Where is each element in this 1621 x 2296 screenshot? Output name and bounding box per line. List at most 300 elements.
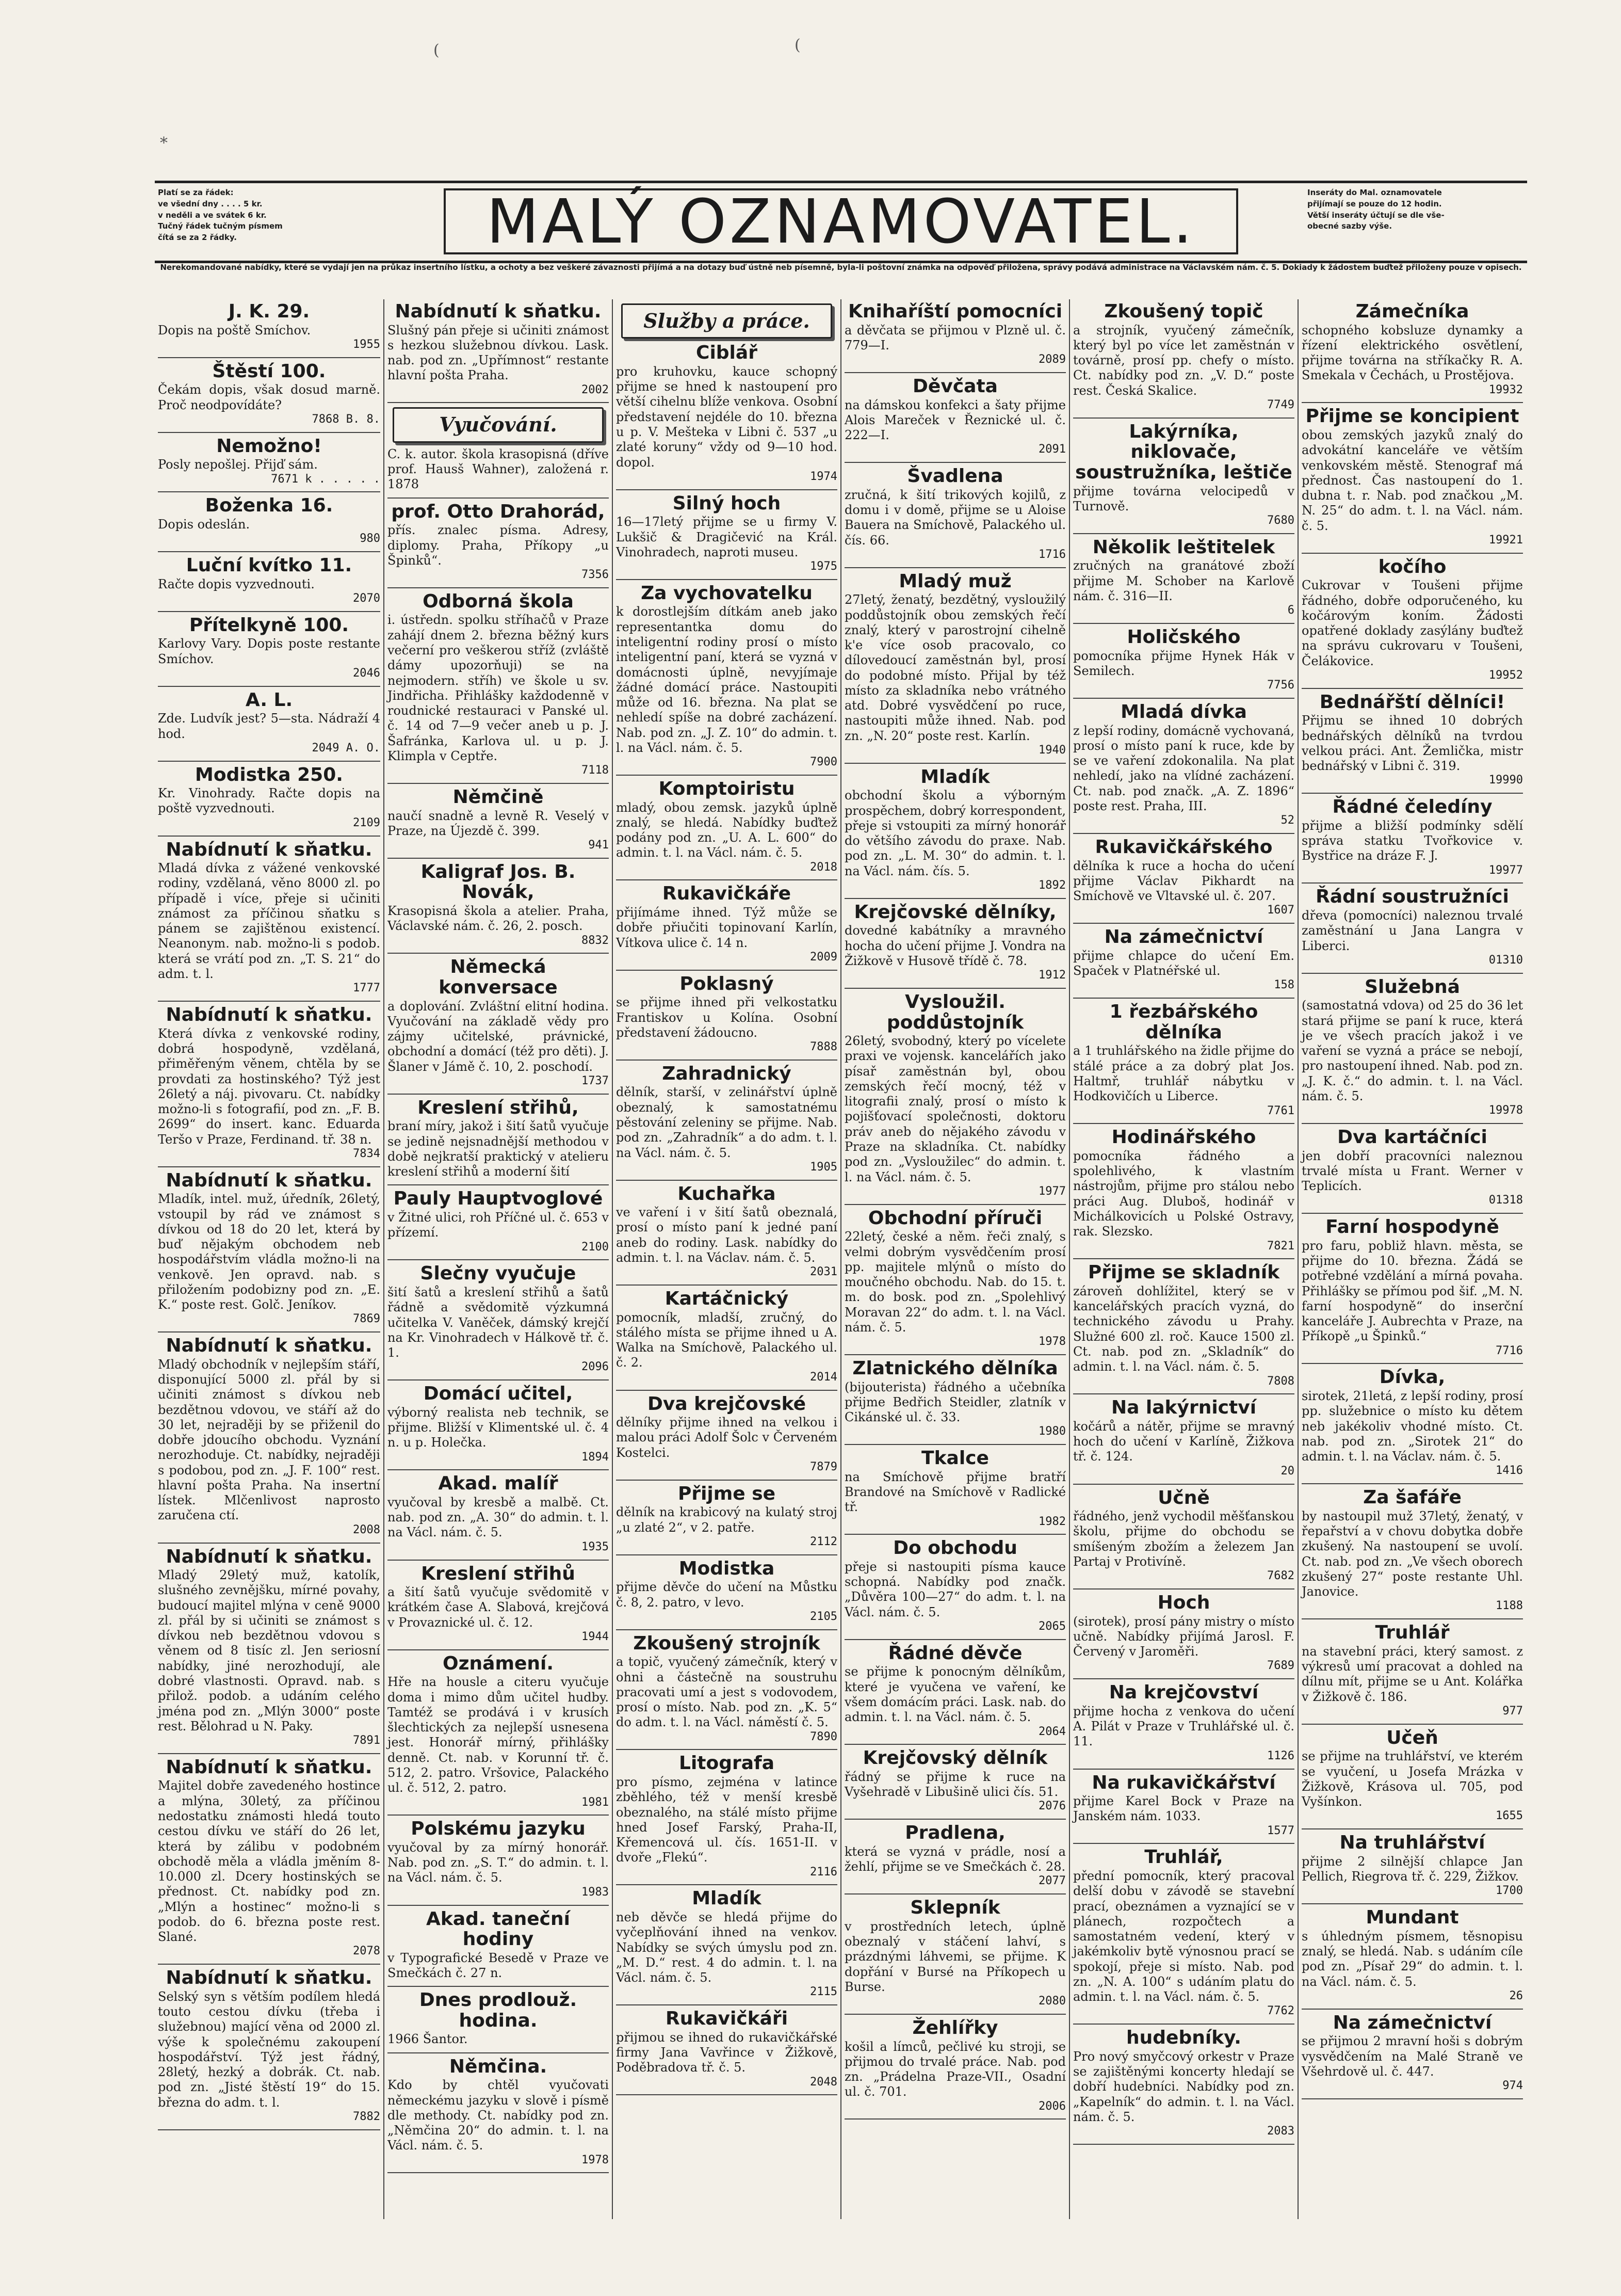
submission-line: přijímají se pouze do 12 hodin. xyxy=(1307,199,1442,208)
ad-divider xyxy=(387,783,609,784)
ad-code: 1955 xyxy=(353,338,380,351)
ad-heading: Akad. taneční hodiny xyxy=(426,1908,570,1950)
ad-body: v Typografické Besedě v Praze ve Smečkách č. 27 n. xyxy=(387,1950,609,1981)
ad-body: dřeva (pomocníci) naleznou trvalé zaměstnání u Jana Langra v Liberci. xyxy=(1302,908,1523,953)
classified-ad xyxy=(1302,301,1523,397)
ad-heading: Přijme se skladník xyxy=(1088,1262,1280,1283)
classified-ad xyxy=(845,1748,1066,1813)
classified-ad xyxy=(158,1968,380,2124)
ad-code: 2112 xyxy=(810,1535,837,1548)
ad-divider xyxy=(845,763,1066,764)
ad-heading: Přijme se koncipient xyxy=(1305,406,1519,427)
ad-divider xyxy=(158,1166,380,1167)
ad-divider xyxy=(1073,998,1294,999)
ad-divider xyxy=(616,1554,837,1555)
ad-heading: Švadlena xyxy=(907,465,1003,487)
ad-body: na Smíchově přijme bratří Brandové na Smíchově v Radlické tř. xyxy=(845,1469,1066,1515)
submission-line: Inseráty do Mal. oznamovatele xyxy=(1307,188,1442,197)
ad-body: přijme děvče do učení na Můstku č. 8, 2. patro, v levo. xyxy=(616,1580,837,1610)
ad-heading: Zkoušený topič xyxy=(1104,301,1263,322)
ad-code: 1980 xyxy=(1039,1425,1066,1438)
ad-heading: Mundant xyxy=(1366,1907,1459,1929)
classified-ad xyxy=(1073,1773,1294,1838)
ad-body: a doplování. Zvláštní elitní hodina. Vyučování na základě vědy pro zájmy učitelské, právnické, obchodní a domácí (též pro děti). J. Šlaner v Jámě č. 10, 2. poschodí. xyxy=(387,999,609,1074)
ad-divider xyxy=(387,1905,609,1906)
ad-divider xyxy=(616,489,837,490)
ad-body: k dorostlejším dítkám aneb jako representantka domu do inteligentní rodiny prosí o místo inteligentní paní, která se vyzná v domácnosti úplně, nevyjímaje žádné domácí práce. Nastoupiti může od 16. března. Na plat se nehledí spíše na dobré zacházení. Nab. pod zn. „J. Z. 10“ do admin. t. l. na Václ. nám. č. 5. xyxy=(616,604,837,755)
classified-ad xyxy=(158,1547,380,1748)
ad-divider xyxy=(616,1285,837,1286)
ad-heading: Němčina. xyxy=(449,2056,547,2077)
ad-divider xyxy=(845,1893,1066,1894)
ad-body: zároveň dohlížitel, který se v kancelářských pracích vyzná, do technického závodu u Prahy. Služné 600 zl. roč. Kauce 1500 zl. Ct. nab. pod zn. „Skladník“ do admin. t. l. na Václ. nám. č. 5. xyxy=(1073,1283,1294,1374)
ad-code: 7808 xyxy=(1267,1374,1294,1388)
ad-body: obchodní školu a výborným prospěchem, dobrý korrespondent, přeje si vstoupiti za mírný honorář do většího závodu do praxe. Nab. pod zn. „L. M. 30“ do admin. t. l. na Václ. nám. čís. 5. xyxy=(845,788,1066,878)
classified-ad xyxy=(616,779,837,874)
classified-ad xyxy=(616,1559,837,1624)
ad-body: braní míry, jakož i šití šatů vyučuje se jedině nejsnadnější methodou v době nejkratší praktický v atelieru kreslení střihů a moderní šití xyxy=(387,1119,609,1179)
ad-code: 7118 xyxy=(581,764,609,777)
classified-ad xyxy=(158,765,380,830)
classified-ad xyxy=(1073,422,1294,528)
ad-divider xyxy=(387,1560,609,1561)
classified-ad xyxy=(387,1564,609,1644)
ad-divider xyxy=(1073,533,1294,534)
ad-heading: Mladík xyxy=(920,766,990,788)
ad-body: by nastoupil muž 37letý, ženatý, v řepařství a v chovu dobytka dobře zkušený. Na nastoupení se uvolí. Ct. nab. pod zn. „Ve všech oborech zkušený 27“ poste restante Uhl. Janovice. xyxy=(1302,1508,1523,1599)
ad-body: a šití šatů vyučuje svědomitě v krátkém čase A. Slabová, krejčová v Provaznické ul. č. 12. xyxy=(387,1585,609,1630)
margin-mark: * xyxy=(160,134,168,152)
ad-body: Slušný pán přeje si učiniti známost s hezkou služebnou dívkou. Lask. nab. pod zn. „Upřímnost“ restante hlavní pošta Praha. xyxy=(387,323,609,383)
ad-code: 1944 xyxy=(581,1630,609,1643)
margin-mark: ( xyxy=(433,41,440,59)
ad-body: sirotek, 21letá, z lepší rodiny, prosí pp. služebnice o místo ku dětem neb jakékoliv vhodné místo. Ct. nab. pod zn. „Sirotek 21“ do admin. t. l. na Václav. nám. č. 5. xyxy=(1302,1389,1523,1464)
ad-divider xyxy=(845,567,1066,568)
classified-ad xyxy=(616,1064,837,1175)
ad-body: ve vaření i v šití šatů obeznalá, prosí o místo paní k jedné paní aneb do rodiny. Lask. nabídky do admin. t. l. na Václav. nám. č. 5. xyxy=(616,1205,837,1265)
ad-column xyxy=(1069,299,1298,2219)
ad-body: Mladý 29letý muž, katolík, slušného zevnějšku, mírné povahy, budoucí majitel mlýna v ceně 9000 zl. přál by si učiniti se známost s dívkou neb bezdětnou vdovou s věnem od 8 tisíc zl. Jen seriosní nabídky, jiné nerozhodují, ale dobré vlastnosti. Opravd. nab. s přilož. podob. a udáním celého jména pod zn. „Mlýn 3000“ poste rest. Bělohrad u N. Paky. xyxy=(158,1568,380,1733)
ad-heading: Mladá dívka xyxy=(1121,701,1247,723)
ad-code: 1905 xyxy=(810,1160,837,1174)
ad-body: dělníky přijme ihned na velkou i malou práci Adolf Šolc v Červeném Kostelci. xyxy=(616,1415,837,1460)
ad-divider xyxy=(158,611,380,612)
ad-body: dělníka k ruce a hocha do učení přijme Václav Pikhardt na Smíchově ve Vltavské ul. č. 207. xyxy=(1073,858,1294,904)
ad-body: obou zemských jazyků znalý do advokátní kanceláře ve větším venkovském městě. Stenograf má přednost. Čas nastoupení do 1. dubna t. r. Nab. pod značkou „M. N. 25“ do adm. t. l. na Václ. nám. č. 5. xyxy=(1302,428,1523,533)
classified-ad xyxy=(387,787,609,853)
classified-ad xyxy=(1302,1728,1523,1823)
classified-ad xyxy=(1302,1833,1523,1898)
ad-heading: Rukavičkáři xyxy=(665,2008,788,2030)
ad-divider xyxy=(158,1964,380,1965)
classified-ad xyxy=(387,1189,609,1254)
ad-code: 26 xyxy=(1509,1989,1523,2002)
ad-divider xyxy=(616,1390,837,1391)
classified-ad xyxy=(1302,1127,1523,1208)
pricing-note xyxy=(158,187,375,244)
classified-ad xyxy=(1073,702,1294,828)
ad-body: v prostředních letech, úplně obeznalý v stáčení lahví, s prázdnými láhvemi, se přijme. K dopřání v Bursé na Příkopech u Burse. xyxy=(845,1919,1066,1994)
ad-code: 1978 xyxy=(581,2153,609,2166)
ad-code: 2064 xyxy=(1039,1725,1066,1738)
classified-ad xyxy=(845,1208,1066,1349)
ad-code: 7716 xyxy=(1496,1344,1523,1357)
ad-divider xyxy=(1073,1588,1294,1589)
ad-code: 1737 xyxy=(581,1074,609,1087)
ad-heading: Obchodní příruči xyxy=(868,1207,1043,1229)
ad-body: Kdo by chtěl vyučovati německému jazyku v slově i písmě dle methody. Ct. nabídky pod zn. „Němčina 20“ do admin. t. l. na Václ. nám. č. 5. xyxy=(387,2078,609,2153)
masthead xyxy=(155,181,1527,263)
ad-body: s úhledným písmem, těsnopisu znalý, se hledá. Nab. s udáním cíle pod zn. „Písař 29“ do admin. t. l. na Václ. nám. č. 5. xyxy=(1302,1929,1523,1989)
ad-heading: Zkoušený strojník xyxy=(633,1632,820,1654)
classified-ad xyxy=(387,1263,609,1374)
ad-divider xyxy=(845,898,1066,899)
ad-body: přijme chlapce do učení Em. Spaček v Platnéřské ul. xyxy=(1073,948,1294,978)
classified-ad xyxy=(845,767,1066,893)
ad-divider xyxy=(387,587,609,588)
classified-ad xyxy=(158,301,380,352)
ad-heading: Na zámečnictví xyxy=(1104,926,1263,948)
ad-divider xyxy=(616,2004,837,2005)
ad-code: 7834 xyxy=(353,1147,380,1160)
ad-divider xyxy=(158,1001,380,1002)
ad-divider xyxy=(845,372,1066,373)
ad-code: 2031 xyxy=(810,1265,837,1279)
ad-body: přijme hocha z venkova do učení A. Pilát v Praze v Truhlářské ul. č. 11. xyxy=(1073,1704,1294,1749)
ad-divider xyxy=(158,2129,380,2130)
ad-heading: Několik leštitelek xyxy=(1092,536,1275,558)
ad-heading: Nabídnutí k sňatku. xyxy=(166,839,372,860)
ad-heading: Domácí učitel, xyxy=(423,1383,573,1405)
ad-code: 1716 xyxy=(1039,548,1066,561)
ad-code: 01310 xyxy=(1488,953,1523,967)
ad-divider xyxy=(387,1184,609,1185)
ad-body: Karlovy Vary. Dopis poste restante Smíchov. xyxy=(158,636,380,666)
ad-heading: Dívka, xyxy=(1379,1367,1446,1388)
ad-divider xyxy=(158,1331,380,1332)
classified-ad xyxy=(845,571,1066,758)
ad-divider xyxy=(845,2118,1066,2120)
ad-divider xyxy=(1302,1903,1523,1904)
classified-ad xyxy=(387,447,609,492)
ad-column xyxy=(383,299,612,2219)
ad-body: pro faru, pobliž hlavn. města, se přijme do 10. března. Žádá se potřebné vzdělání a mírná povaha. Přihlášky se přímou pod šif. „M. N. farní hospodyně“ do inserční kanceláře J. Aubrechta v Praze, na Příkopě „u Špinků.“ xyxy=(1302,1238,1523,1344)
classified-ad xyxy=(845,1448,1066,1529)
ad-heading: Nabídnutí k sňatku. xyxy=(166,1004,372,1026)
classified-ad xyxy=(1073,1488,1294,1583)
ad-code: 7762 xyxy=(1267,2004,1294,2018)
classified-ad xyxy=(1302,692,1523,788)
ad-divider xyxy=(616,1749,837,1750)
ad-divider xyxy=(616,775,837,776)
ad-divider xyxy=(1302,973,1523,974)
classified-ad xyxy=(616,1394,837,1474)
ad-code: 1940 xyxy=(1039,743,1066,757)
ad-code: 2009 xyxy=(810,950,837,964)
ad-body: Cukrovar v Toušeni přijme řádného, dobře odporučeného, ku kočárovým koním. Žádosti opatřené doklady zasýlány buďtež na správu cukrovaru v Toušeni, Čelákovice. xyxy=(1302,578,1523,668)
ad-divider xyxy=(1302,2098,1523,2099)
ad-code: 158 xyxy=(1274,978,1294,992)
ad-heading: Na rukavičkářství xyxy=(1092,1772,1276,1793)
section-heading: Vyučování. xyxy=(393,407,604,442)
classified-ad xyxy=(1302,797,1523,877)
ad-divider xyxy=(1073,1484,1294,1485)
classified-ad xyxy=(387,1909,609,1981)
ad-heading: Truhlář xyxy=(1375,1622,1450,1644)
ad-code: 52 xyxy=(1280,814,1294,827)
ad-divider xyxy=(1302,1213,1523,1214)
ad-code: 1935 xyxy=(581,1540,609,1553)
ad-body: C. k. autor. škola krasopisná (dříve prof. Hausš Wahner), založená r. 1878 xyxy=(387,446,609,492)
ad-body: řádného, jenž vychodil měšťanskou školu, přijme do obchodu se smíšeným zbožím a železem Jan Partaj v Protivíně. xyxy=(1073,1509,1294,1569)
ad-body: a strojník, vyučený zámečník, který byl po více let zaměstnán v továrně, prosí pp. chefy o místo. Ct. nabídky pod zn. „V. D.“ poste rest. Česká Skalice. xyxy=(1073,323,1294,398)
ad-heading: Krejčovské dělníky, xyxy=(854,901,1057,923)
ad-code: 974 xyxy=(1502,2079,1523,2093)
ad-code: 977 xyxy=(1502,1704,1523,1717)
ad-divider xyxy=(1302,2009,1523,2010)
ad-body: dělník na krabicový na kulatý stroj „u zlaté 2“, v 2. patře. xyxy=(616,1505,837,1535)
ad-heading: Děvčata xyxy=(913,375,998,397)
classified-ad xyxy=(1073,627,1294,693)
ad-heading: Lakýrníka, niklovače, soustružníka, leštiče xyxy=(1075,421,1292,483)
ad-divider xyxy=(845,2014,1066,2015)
classified-ad xyxy=(845,1538,1066,1633)
classified-ad xyxy=(1073,1847,1294,2018)
ad-divider xyxy=(1073,833,1294,834)
ad-heading: Německá konversace xyxy=(439,956,558,999)
classified-ad xyxy=(1073,1593,1294,1673)
ad-heading: Zámečníka xyxy=(1355,301,1469,322)
ad-divider xyxy=(1302,793,1523,794)
ad-heading: Modistka 250. xyxy=(195,764,343,785)
ad-divider xyxy=(845,1819,1066,1820)
classified-ad xyxy=(616,2009,837,2089)
ad-body: Kr. Vinohrady. Račte dopis na poště vyzvednouti. xyxy=(158,786,380,816)
ad-body: Majitel dobře zavedeného hostince a mlýna, 30letý, za příčinou nedostatku známosti hledá touto cestou dívku ve stáří do 26 let, která by zálibu v podobném obchodě měla a vládla jměním 8-10.000 zl. Dcery hostinských se přednost. Ct. nabídky pod zn. „Mlýn a hostinec“ možno-li s podob. do 6. března poste rest. Slané. xyxy=(158,1778,380,1945)
ad-body: Mladík, intel. muž, úředník, 26letý, vstoupil by rád ve známost s dívkou od 18 do 20 let, která by buď nějakým obchodem neb hospodářstvím vládla možno-li na venkově. Jen opravd. nab. s přiložením podobizny pod zn. „E. K.“ poste rest. Golč. Jeníkov. xyxy=(158,1192,380,1312)
classified-ad xyxy=(387,301,609,397)
ad-code: 19921 xyxy=(1488,533,1523,547)
ad-heading: Zlatnického dělníka xyxy=(852,1357,1058,1379)
ad-code: 1974 xyxy=(810,470,837,483)
ad-body: Selský syn s větším podílem hledá touto cestou dívku (třeba i služebnou) mající věna od 2000 zl. výše k společnému zakoupení hospodářství. Týž jest řádný, 28letý, hezký a dobrák. Ct. nab. pod zn. „Jisté štěstí 19“ do 15. března do adm. t. l. xyxy=(158,1989,380,2110)
ad-code: 1975 xyxy=(810,560,837,573)
ad-heading: Mladík xyxy=(692,1888,761,1909)
ad-code: 2002 xyxy=(581,383,609,396)
ad-heading: Truhlář, xyxy=(1144,1847,1223,1868)
ad-code: 2116 xyxy=(810,1865,837,1878)
ad-body: přijme a bližší podmínky sdělí správa statku Tvořkovice v. Bystřice na dráze F. J. xyxy=(1302,818,1523,863)
ad-body: pomocníka přijme Hynek Hák v Semilech. xyxy=(1073,648,1294,678)
ad-code: 2077 xyxy=(1039,1874,1066,1888)
classified-ad xyxy=(1073,1002,1294,1118)
margin-mark: ( xyxy=(795,36,801,54)
ad-code: 2080 xyxy=(1039,1995,1066,2008)
ad-divider xyxy=(387,953,609,954)
ad-heading: Komptoiristu xyxy=(658,778,795,799)
ad-code: 7900 xyxy=(810,756,837,769)
ad-heading: Hoch xyxy=(1157,1592,1210,1614)
ad-body: přijímáme ihned. Týž může se dobře přiučiti topinovaní Karlín, Vítkova ulice č. 14 n. xyxy=(616,905,837,950)
ad-code: 7689 xyxy=(1267,1659,1294,1673)
ad-heading: Štěstí 100. xyxy=(212,360,326,382)
ad-body: (samostatná vdova) od 25 do 36 let stará přijme se paní k ruce, která je ve všech pracích jakož i ve vaření se vyzná a práce se nebojí, pro nastoupení ihned. Nab. pod zn. „J. K. č.“ do admin. t. l. na Václ. nám. č. 5. xyxy=(1302,998,1523,1103)
classified-ad xyxy=(387,1473,609,1554)
ad-divider xyxy=(1302,1724,1523,1725)
ad-heading: Na lakýrnictví xyxy=(1111,1397,1257,1419)
ad-heading: J. K. 29. xyxy=(228,301,310,322)
classified-ad xyxy=(1073,2028,1294,2139)
ad-heading: Holičského xyxy=(1127,627,1241,648)
ad-code: 7869 xyxy=(353,1312,380,1326)
ad-divider xyxy=(845,1744,1066,1745)
ad-heading: Polskému jazyku xyxy=(411,1818,586,1840)
ad-code: 1655 xyxy=(1496,1809,1523,1823)
ad-code: 7891 xyxy=(353,1734,380,1747)
ad-body: Přijmu se ihned 10 dobrých bednářských dělníků na tvrdou velkou práci. Ant. Žemlička, mistr bednářský v Libni č. 319. xyxy=(1302,713,1523,774)
classified-ad xyxy=(1073,1127,1294,1253)
ad-code: 1982 xyxy=(1039,1515,1066,1528)
ad-divider xyxy=(1073,418,1294,419)
ad-body: i. ústředn. spolku stříhačů v Praze zahájí dnem 2. března běžný kurs večerní pro veškerou stříž (zvláště dámy upozorňuji) se na nejmodern. stříh) ve škole u sv. Jindřicha. Přihlášky každodenně v roudnické restauraci v Panské ul. č. 14 od 7—9 večer aneb u p. J. Šafránka, Karlova ul. u p. J. Klimpla v Ceptře. xyxy=(387,613,609,763)
ad-body: šití šatů a kreslení střihů a šatů řádně a svědomitě výzkumná učitelka V. Vaněček, dámský krejčí na Kr. Vinohradech v Hálkově tř. č. 1. xyxy=(387,1285,609,1360)
administration-notice: Nerekomandované nabídky, které se vydají jen na průkaz insertního lístku, a ochoty a bez veškeré závaznosti přijímá a na dotazy buď ústně neb písemně, byla-li poštovní známka na odpověď přiložena, správy podává administrace na Václavském nám. č. 5. Dokiady k žádostem buďtež přiloženy pouze v opisech. xyxy=(160,263,1522,272)
ad-heading: Učně xyxy=(1158,1487,1210,1508)
ad-code: 7671 k . . . . . xyxy=(271,472,380,486)
ad-divider xyxy=(1302,1483,1523,1484)
ad-code: 1892 xyxy=(1039,878,1066,892)
ad-heading: Kartáčnický xyxy=(664,1288,789,1310)
ad-divider xyxy=(616,1480,837,1481)
ad-body: Čekám dopis, však dosud marně. Proč neodpovídáte? xyxy=(158,382,380,412)
ad-heading: prof. Otto Drahorád, xyxy=(391,501,605,522)
classified-ad xyxy=(1302,977,1523,1118)
ad-divider xyxy=(1302,688,1523,689)
ad-heading: Za vychovatelku xyxy=(641,582,813,604)
classified-ad xyxy=(845,376,1066,457)
ad-code: 1983 xyxy=(581,1885,609,1899)
classified-ad xyxy=(1302,1217,1523,1358)
ad-divider xyxy=(1073,1769,1294,1770)
ad-divider xyxy=(1073,2024,1294,2025)
classified-ad xyxy=(1073,301,1294,412)
classified-ad xyxy=(1073,1398,1294,1478)
classified-ad xyxy=(845,902,1066,983)
ad-divider xyxy=(845,1354,1066,1355)
ad-divider xyxy=(158,836,380,837)
ad-heading: Kreslení střihů xyxy=(421,1563,575,1584)
ad-code: 2091 xyxy=(1039,443,1066,456)
ad-heading: Luční kvítko 11. xyxy=(186,555,352,576)
ad-divider xyxy=(387,1469,609,1470)
ad-code: 19978 xyxy=(1488,1104,1523,1117)
ad-body: z lepší rodiny, domácně vychovaná, prosí o místo paní k ruce, kde by se ve vaření zdokonalila. Na plat nehledí, jako na vlídné zacházení. Ct. nab. pod značk. „A. Z. 1896“ poste rest. Praha, III. xyxy=(1073,723,1294,813)
ad-body: Pro nový smyčcový orkestr v Praze se zajištěnými koncerty hledají se dobří hudebníci. Nabídky pod zn. „Kapelník“ do admin. t. l. na Václ. nám. č. 5. xyxy=(1073,2049,1294,2124)
ad-code: 2100 xyxy=(581,1240,609,1254)
ad-code: 1188 xyxy=(1496,1599,1523,1613)
ad-body: přijme továrna velocipedů v Turnově. xyxy=(1073,484,1294,513)
ad-divider xyxy=(616,1629,837,1630)
ad-divider xyxy=(1073,2144,1294,2145)
pricing-line: Tučný řádek tučným písmem xyxy=(158,221,283,231)
ad-heading: Boženka 16. xyxy=(205,495,333,517)
classified-ad xyxy=(616,1888,837,1999)
newspaper-page xyxy=(155,36,1527,2219)
ad-divider xyxy=(158,761,380,762)
ad-heading: Na krejčovství xyxy=(1109,1682,1259,1704)
ad-body: 22letý, české a něm. řeči znalý, s velmi dobrým vysvědčením prosí pp. majitele mlýnů o místo do moučného obchodu. Nab. do 15. t. m. do bosk. pod zn. „Spolehlivý Moravan 22“ do adm. t. l. na Václ. nám. č. 5. xyxy=(845,1229,1066,1335)
ad-code: 19977 xyxy=(1488,863,1523,877)
ad-body: přeje si nastoupiti písma kauce schopná. Nabídky pod značk. „Důvěra 100—27“ do adm. t. l. na Václ. nám. č. 5. xyxy=(845,1559,1066,1619)
ad-divider xyxy=(387,497,609,499)
classified-ad xyxy=(616,493,837,574)
ad-heading: Bednářští dělníci! xyxy=(1319,691,1505,713)
ad-body: přijme Karel Bock v Praze na Janském nám. 1033. xyxy=(1073,1794,1294,1824)
classified-ad xyxy=(387,502,609,582)
ad-heading: Kuchařka xyxy=(677,1183,776,1205)
ad-divider xyxy=(1073,923,1294,924)
ad-heading: Přijme se xyxy=(677,1483,776,1504)
ad-heading: Nabídnutí k sňatku. xyxy=(166,1756,372,1778)
ad-body: 26letý, svobodný, který po vícelete praxi ve vojensk. kancelářích jako písař zaměstnán byl, obou zemských řečí mocný, též v litografii znalý, prosí o místo k pojišťovací společnosti, doktoru práv aneb do nějakého závodu v Praze na skladníka. Ct. nabídky pod zn. „Vysloužilec“ do admin. t. l. na Václ. nám. č. 5. xyxy=(845,1034,1066,1184)
ad-divider xyxy=(1302,553,1523,554)
ad-body: mladý, obou zemsk. jazyků úplně znalý, se hledá. Nabídky buďtež podány pod zn. „U. A. L. 600“ do admin. t. l. na Václ. nám. č. 5. xyxy=(616,800,837,860)
classified-ad xyxy=(1073,1262,1294,1388)
ad-body: neb děvče se hledá přijme do vyčeplňování ihned na venkov. Nabídky se svých úmyslu pod zn. „M. D.“ rest. 4 do admin. t. l. na Václ. nám. č. 5. xyxy=(616,1910,837,1985)
ad-code: 7868 B. 8. xyxy=(312,412,380,426)
ad-heading: Mladý muž xyxy=(899,570,1012,592)
ad-code: 19990 xyxy=(1488,774,1523,787)
ad-body: košil a límců, pečlivé ku stroji, se přijmou do trvalé práce. Nab. pod zn. „Prádelna Praze-VII., Osadní ul. č. 701. xyxy=(845,2039,1066,2099)
classified-ad xyxy=(158,361,380,427)
ad-body: schopného kobsluze dynamky a řízení elektrického osvětlení, přijme továrna na stříkačky R. A. Smekala v Čechách, u Prostějova. xyxy=(1302,323,1523,383)
classified-ad xyxy=(387,591,609,778)
ad-code: 20 xyxy=(1280,1464,1294,1478)
ad-code: 7890 xyxy=(810,1730,837,1743)
classified-ad xyxy=(1302,2013,1523,2093)
classified-ad xyxy=(387,957,609,1088)
ad-body: Posly nepošlej. Přijď sám. xyxy=(158,457,318,472)
classified-ad xyxy=(845,301,1066,367)
ad-code: 2065 xyxy=(1039,1620,1066,1633)
ad-body: 27letý, ženatý, bezdětný, vysloužilý poddůstojník obou zemských řečí znalý, který v parostrojní cihelně k'e více osob pracovalo, co dílovedoucí zaměstnán byl, prosí do podobné místo. Přijal by též místo za skladníka nebo vrátného atd. Dobré vysvědčení po ruce, nastoupiti může ihned. Nab. pod zn. „N. 20“ poste rest. Karlín. xyxy=(845,592,1066,743)
ad-divider xyxy=(158,357,380,358)
classified-ad xyxy=(1073,1682,1294,1763)
classified-ad xyxy=(616,583,837,769)
classified-ad xyxy=(158,436,380,487)
ad-heading: 1 řezbářského dělníka xyxy=(1109,1001,1258,1043)
ad-body: která se vyzná v prádle, nosí a žehlí, přijme se ve Smečkách č. 28. xyxy=(845,1844,1066,1874)
ad-code: 2008 xyxy=(353,1523,380,1536)
ad-code: 2018 xyxy=(810,860,837,874)
ad-heading: Dva krejčovské xyxy=(647,1393,806,1415)
ad-code: 01318 xyxy=(1488,1194,1523,1207)
ad-divider xyxy=(387,1986,609,1987)
classified-ad xyxy=(845,1823,1066,1888)
ad-code: 2046 xyxy=(353,666,380,680)
ad-divider xyxy=(845,1639,1066,1640)
ad-body: Račte dopis vyzvednouti. xyxy=(158,576,315,591)
ad-body: přijmou se ihned do rukavičkářské firmy Jana Vavřince v Žižkově, Poděbradova tř. č. 5. xyxy=(616,2030,837,2075)
ad-heading: Hodinářského xyxy=(1111,1127,1256,1148)
ad-heading: Žehlířky xyxy=(912,2017,998,2038)
ad-heading: Dva kartáčníci xyxy=(1337,1126,1487,1148)
ad-divider xyxy=(1073,1678,1294,1679)
classified-ad xyxy=(1073,927,1294,992)
ad-divider xyxy=(1073,623,1294,624)
pricing-line: Platí se za řádek: xyxy=(158,188,234,197)
ad-body: pomocníka řádného a spolehlivého, k vlastním nástrojům, přijme pro stálou nebo práci Aug. Dluboš, hodinář v Michálkovicích u Polské Ostravy, rak. Slezsko. xyxy=(1073,1148,1294,1239)
